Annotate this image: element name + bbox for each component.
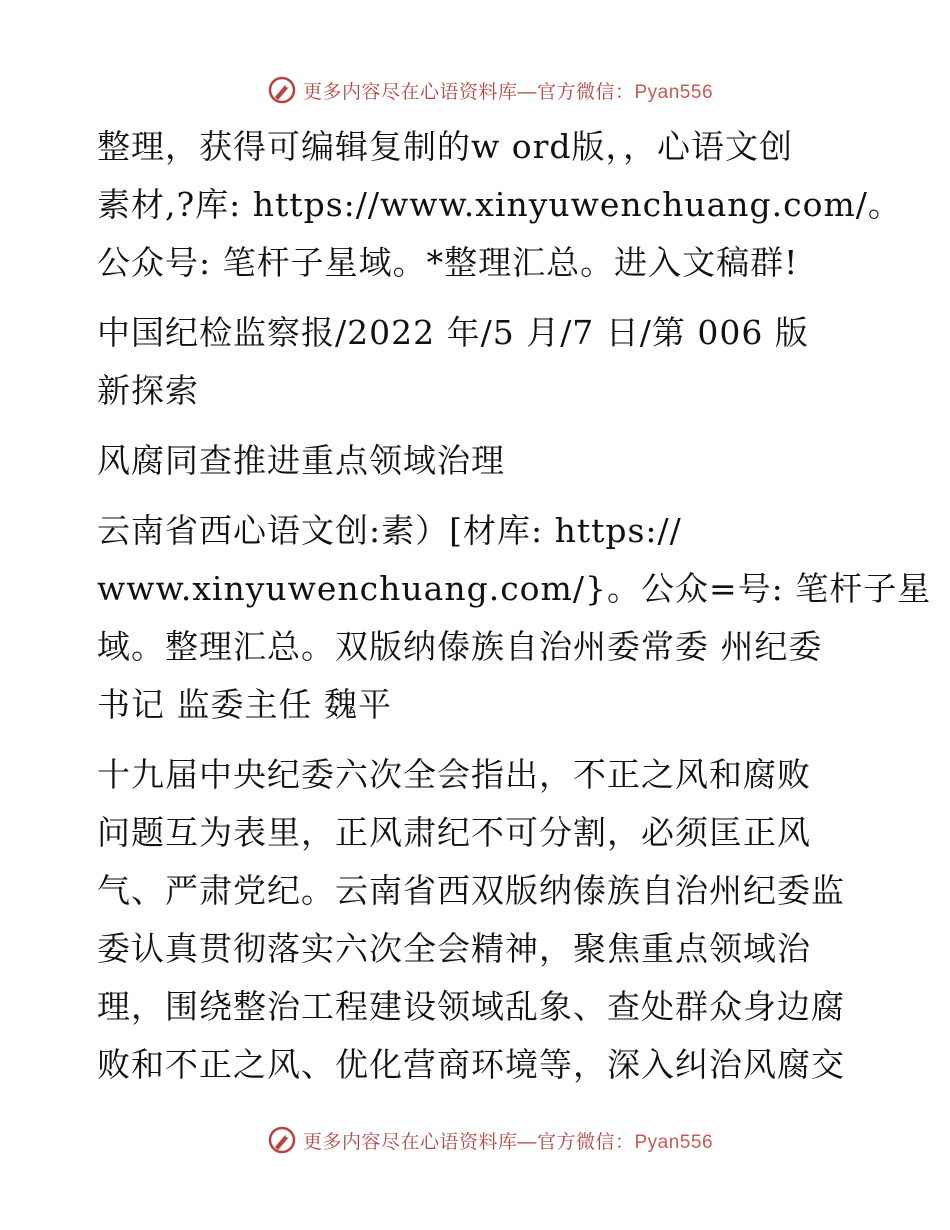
text-line: 风腐同查推进重点领域治理 xyxy=(97,441,505,480)
body-paragraph xyxy=(97,746,857,1094)
text-line: 书记 监委主任 魏平 xyxy=(97,685,392,724)
article-title xyxy=(97,432,857,490)
pen-nib-logo-icon xyxy=(267,1125,297,1155)
text-line: 委认真贯彻落实六次全会精神，聚焦重点领域治 xyxy=(97,929,811,968)
document-body xyxy=(97,118,932,1106)
banner-text: 更多内容尽在心语资料库—官方微信：Pyan556 xyxy=(302,1131,714,1153)
text-line: 败和不正之风、优化营商环境等，深入纠治风腐交 xyxy=(97,1045,845,1084)
text-line: 公众号: 笔杆子星域。*整理汇总。进入文稿群! xyxy=(97,243,799,282)
header-banner xyxy=(0,70,950,110)
text-line: 整理，获得可编辑复制的w ord版，，心语文创 xyxy=(97,127,794,166)
wechat-id: Pyan556 xyxy=(634,1131,714,1153)
author-paragraph xyxy=(97,502,932,734)
text-line: 云南省西心语文创:素）[材库: https:// xyxy=(97,511,682,550)
text-line: 问题互为表里，正风肃纪不可分割，必须匡正风 xyxy=(97,813,811,852)
text-line: 域。整理汇总。双版纳傣族自治州委常委 州纪委 xyxy=(97,627,823,666)
text-line: 中国纪检监察报/2022 年/5 月/7 日/第 006 版 xyxy=(97,313,809,352)
banner-text: 更多内容尽在心语资料库—官方微信：Pyan556 xyxy=(302,81,714,103)
footer-banner xyxy=(0,1120,950,1160)
text-line: 气、严肃党纪。云南省西双版纳傣族自治州纪委监 xyxy=(97,871,845,910)
text-line: 十九届中央纪委六次全会指出，不正之风和腐败 xyxy=(97,755,811,794)
source-paragraph xyxy=(97,304,857,420)
pen-nib-logo-icon xyxy=(267,75,297,105)
wechat-id: Pyan556 xyxy=(634,81,714,103)
text-line: www.xinyuwenchuang.com/}。公众=号: 笔杆子星 xyxy=(97,569,932,608)
text-line: 素材,?库: https://www.xinyuwenchuang.com/。 xyxy=(97,185,902,224)
intro-paragraph xyxy=(97,118,902,292)
text-line: 新探索 xyxy=(97,371,199,410)
text-line: 理，围绕整治工程建设领域乱象、查处群众身边腐 xyxy=(97,987,845,1026)
